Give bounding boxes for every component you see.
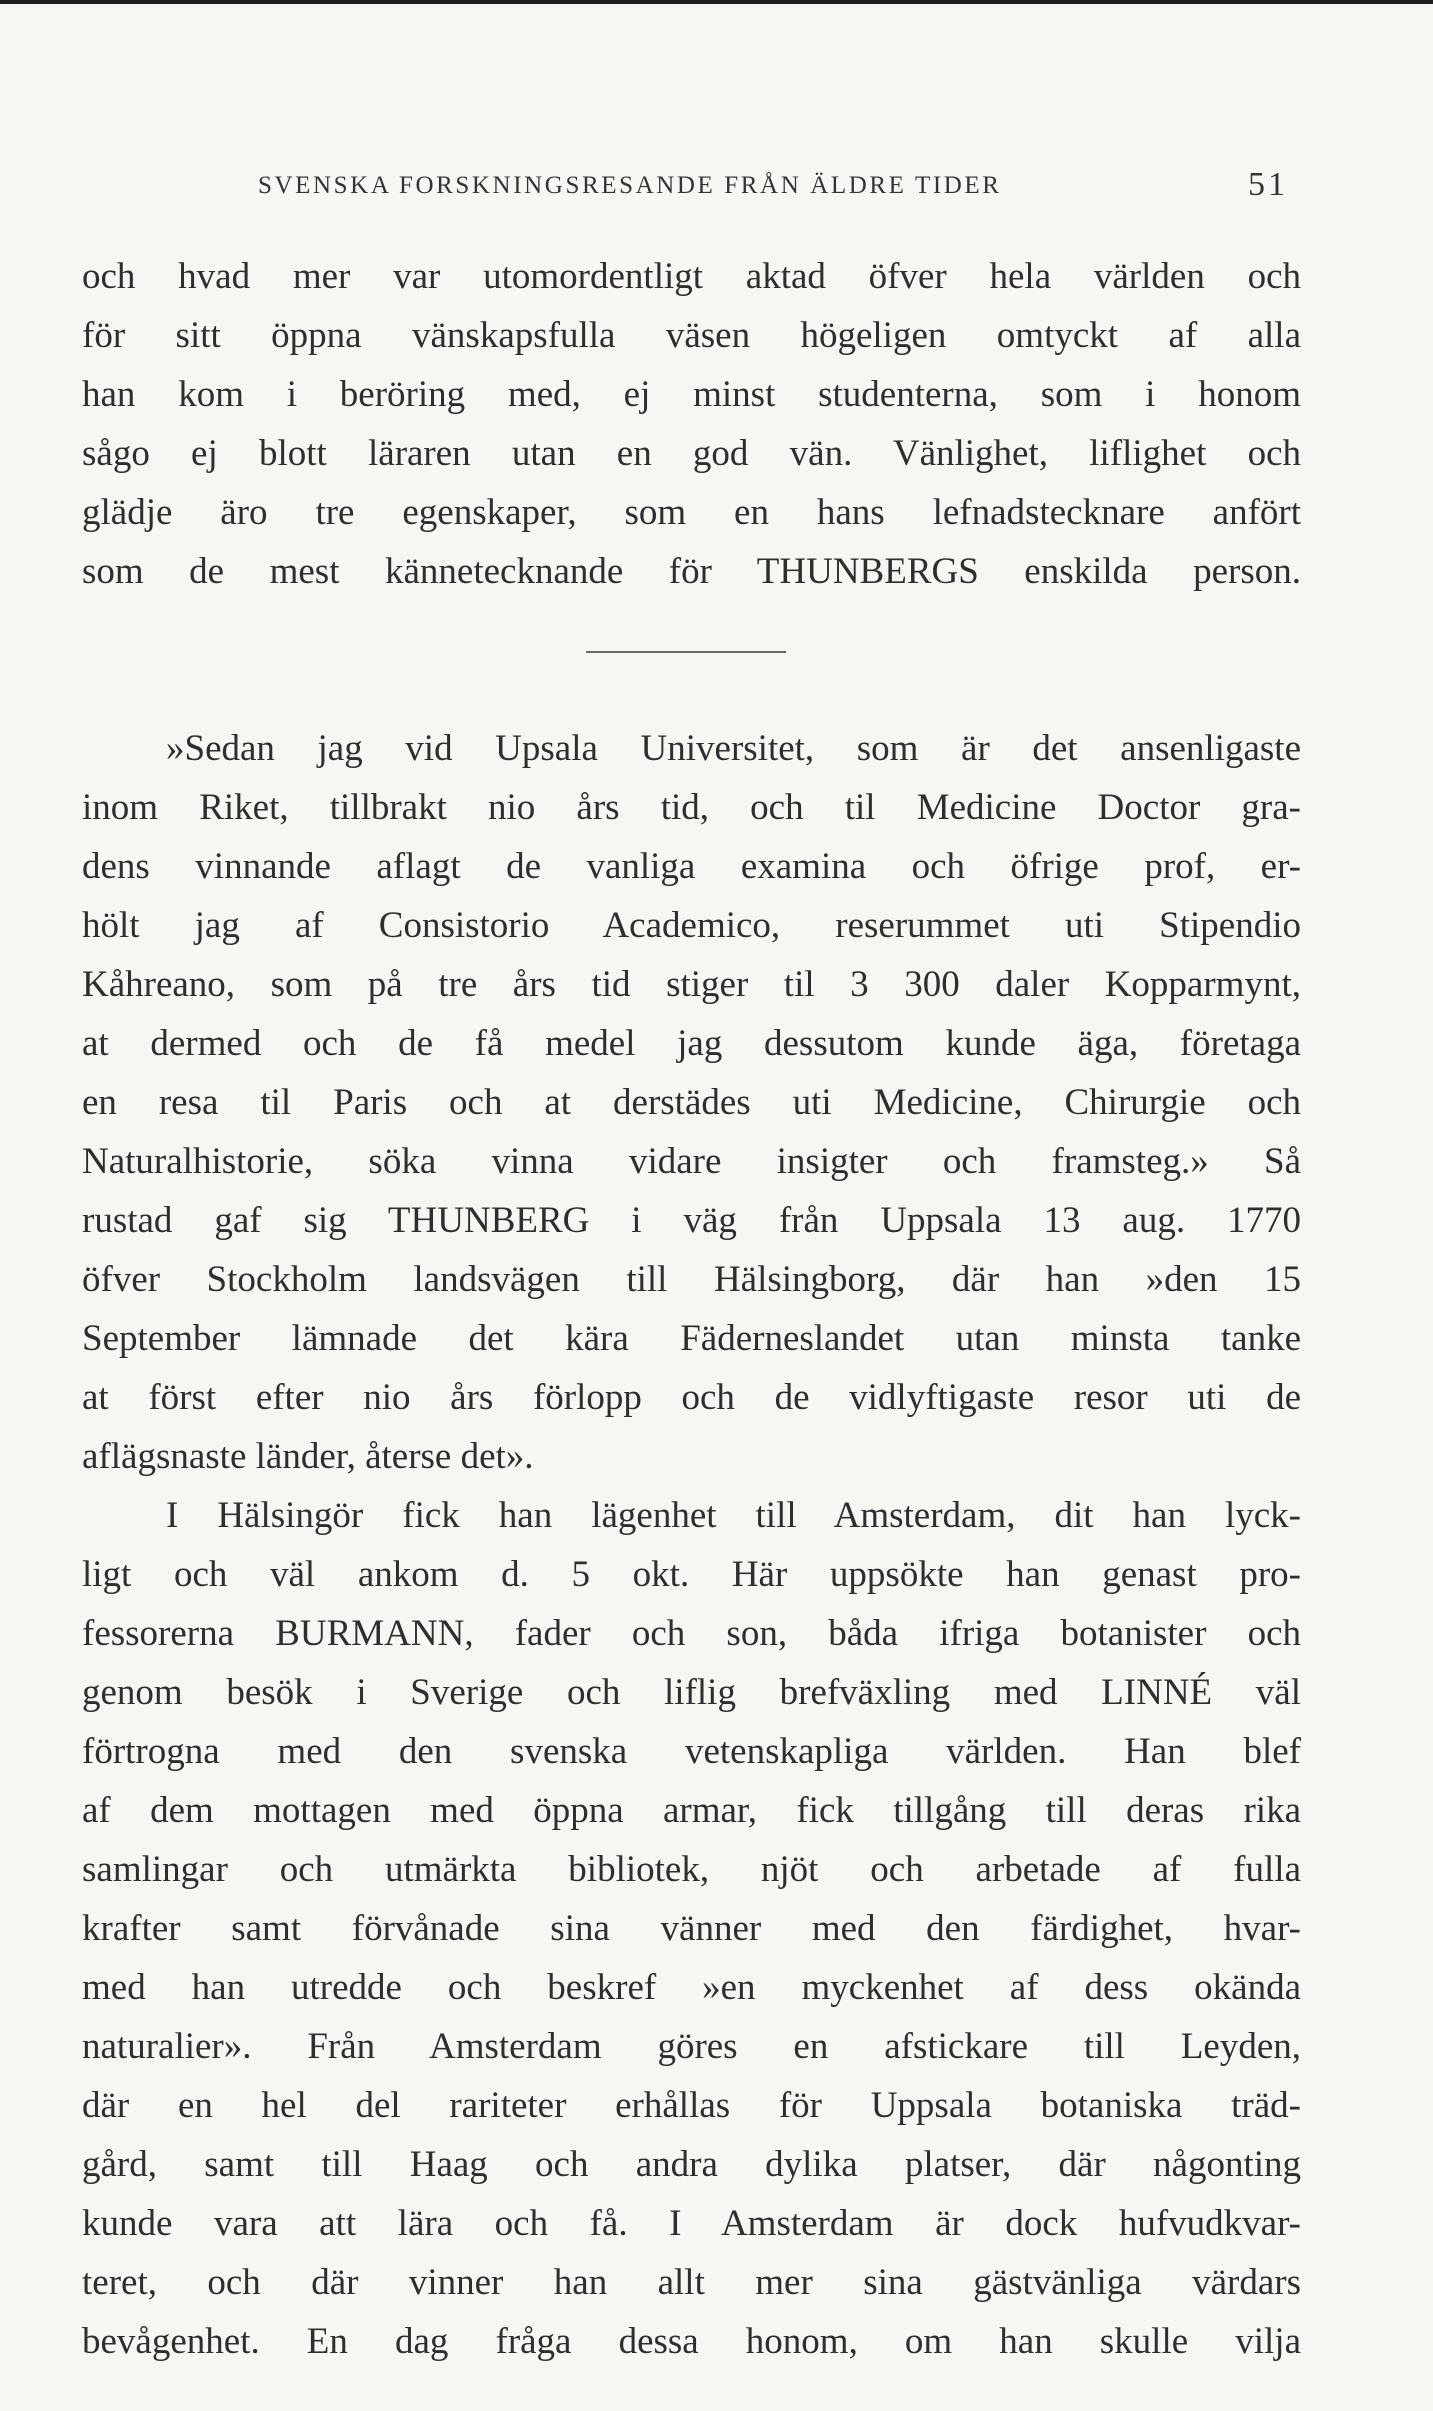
text-line: Naturalhistorie, söka vinna vidare insigter och framsteg.» Så: [82, 1141, 1301, 1182]
text-line: bevågenhet. En dag fråga dessa honom, om han skulle vilja: [82, 2321, 1301, 2362]
scan-top-edge: [0, 0, 1433, 4]
text-line: sågo ej blott läraren utan en god vän. Vänlighet, liflighet och: [82, 433, 1301, 474]
text-line: naturalier». Från Amsterdam göres en afstickare till Leyden,: [82, 2026, 1301, 2067]
text-line: förtrogna med den svenska vetenskapliga världen. Han blef: [82, 1731, 1301, 1772]
text-line: at först efter nio års förlopp och de vidlyftigaste resor uti de: [82, 1377, 1301, 1418]
text-line: som de mest kännetecknande för THUNBERGS enskilda person.: [82, 551, 1301, 592]
text-line: samlingar och utmärkta bibliotek, njöt och arbetade af fulla: [82, 1849, 1301, 1890]
text-line: där en hel del rariteter erhållas för Uppsala botaniska träd-: [82, 2085, 1301, 2126]
paragraph-1: [82, 247, 1301, 601]
text-line: glädje äro tre egenskaper, som en hans lefnadstecknare anfört: [82, 492, 1301, 533]
running-title: SVENSKA FORSKNINGSRESANDE FRÅN ÄLDRE TIDER: [258, 172, 1002, 199]
text-line: aflägsnaste länder, återse det».: [82, 1436, 534, 1477]
text-line: öfver Stockholm landsvägen till Hälsingborg, där han »den 15: [82, 1259, 1301, 1300]
text-line: af dem mottagen med öppna armar, fick tillgång till deras rika: [82, 1790, 1301, 1831]
text-line: krafter samt förvånade sina vänner med den färdighet, hvar-: [82, 1908, 1301, 1949]
text-line: teret, och där vinner han allt mer sina gästvänliga värdars: [82, 2262, 1301, 2303]
text-line: dens vinnande aflagt de vanliga examina och öfrige prof, er-: [82, 846, 1301, 887]
text-line: för sitt öppna vänskapsfulla väsen högeligen omtyckt af alla: [82, 315, 1301, 356]
paragraph-2-3: [82, 719, 1301, 2371]
text-line: hölt jag af Consistorio Academico, reserummet uti Stipendio: [82, 905, 1301, 946]
section-divider: [586, 651, 786, 653]
text-line: en resa til Paris och at derstädes uti Medicine, Chirurgie och: [82, 1082, 1301, 1123]
text-line: Kåhreano, som på tre års tid stiger til 3 300 daler Kopparmynt,: [82, 964, 1301, 1005]
text-line: ligt och väl ankom d. 5 okt. Här uppsökte han genast pro-: [82, 1554, 1301, 1595]
text-line: och hvad mer var utomordentligt aktad öfver hela världen och: [82, 256, 1301, 297]
text-line: med han utredde och beskref »en myckenhet af dess okända: [82, 1967, 1301, 2008]
text-line: September lämnade det kära Fäderneslandet utan minsta tanke: [82, 1318, 1301, 1359]
text-line: gård, samt till Haag och andra dylika platser, där någonting: [82, 2144, 1301, 2185]
running-header: [0, 166, 1433, 212]
text-line: I Hälsingör fick han lägenhet till Amsterdam, dit han lyck-: [166, 1495, 1301, 1536]
text-line: rustad gaf sig THUNBERG i väg från Uppsala 13 aug. 1770: [82, 1200, 1301, 1241]
text-line: kunde vara att lära och få. I Amsterdam är dock hufvudkvar-: [82, 2203, 1301, 2244]
text-line: genom besök i Sverige och liflig brefväxling med LINNÉ väl: [82, 1672, 1301, 1713]
text-line: fessorerna BURMANN, fader och son, båda ifriga botanister och: [82, 1613, 1301, 1654]
text-line: at dermed och de få medel jag dessutom kunde äga, företaga: [82, 1023, 1301, 1064]
text-line: »Sedan jag vid Upsala Universitet, som är det ansenligaste: [166, 728, 1301, 769]
text-line: han kom i beröring med, ej minst studenterna, som i honom: [82, 374, 1301, 415]
text-line: inom Riket, tillbrakt nio års tid, och til Medicine Doctor gra-: [82, 787, 1301, 828]
page-number: 51: [1248, 166, 1288, 203]
